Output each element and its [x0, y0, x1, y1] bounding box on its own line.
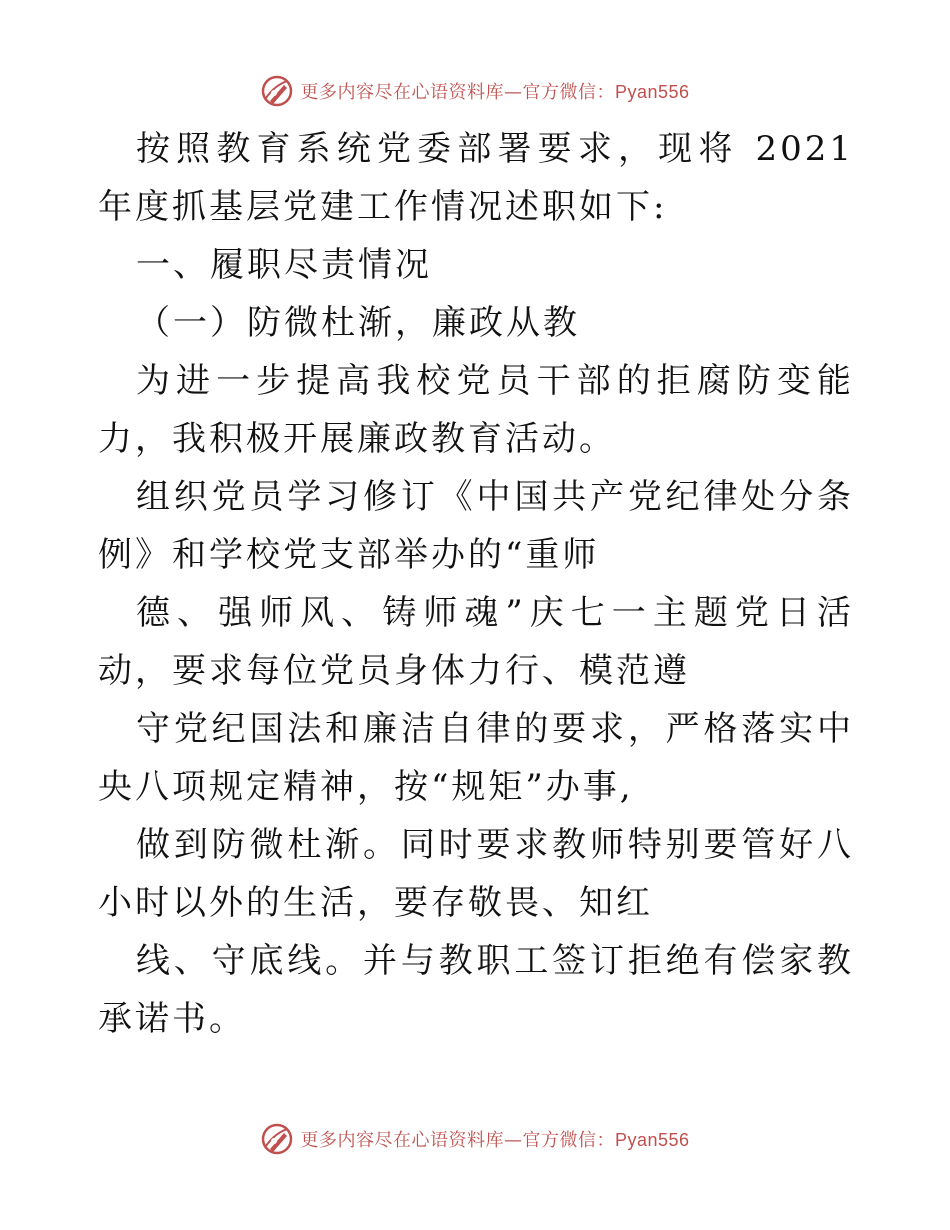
paragraph-intro: 按照教育系统党委部署要求，现将 2021 年度抓基层党建工作情况述职如下: [98, 129, 854, 227]
paragraph: 线、守底线。并与教职工签订拒绝有偿家教承诺书。 [98, 941, 854, 1039]
paragraph: 做到防微杜渐。同时要求教师特别要管好八小时以外的生活，要存敬畏、知红 [98, 825, 854, 923]
paragraph: 守党纪国法和廉洁自律的要求，严格落实中央八项规定精神，按“规矩”办事, [98, 709, 854, 807]
paragraph: 组织党员学习修订《中国共产党纪律处分条例》和学校党支部举办的“重师 [98, 477, 854, 575]
watermark-text: 更多内容尽在心语资料库—官方微信：Pyan556 [300, 82, 690, 103]
heading-subsection-1: （一）防微杜渐，廉政从教 [136, 303, 580, 343]
paragraph: 为进一步提高我校党员干部的拒腐防变能力，我积极开展廉政教育活动。 [98, 361, 854, 459]
paragraph: 德、强师风、铸师魂”庆七一主题党日活动，要求每位党员身体力行、模范遵 [98, 593, 854, 691]
document-body [98, 120, 854, 1048]
heading-section-1: 一、履职尽责情况 [136, 245, 432, 285]
watermark-text: 更多内容尽在心语资料库—官方微信：Pyan556 [300, 1130, 690, 1151]
header-watermark [0, 71, 950, 111]
footer-watermark [0, 1119, 950, 1159]
pen-circle-logo-icon [260, 74, 294, 108]
pen-circle-logo-icon [260, 1122, 294, 1156]
